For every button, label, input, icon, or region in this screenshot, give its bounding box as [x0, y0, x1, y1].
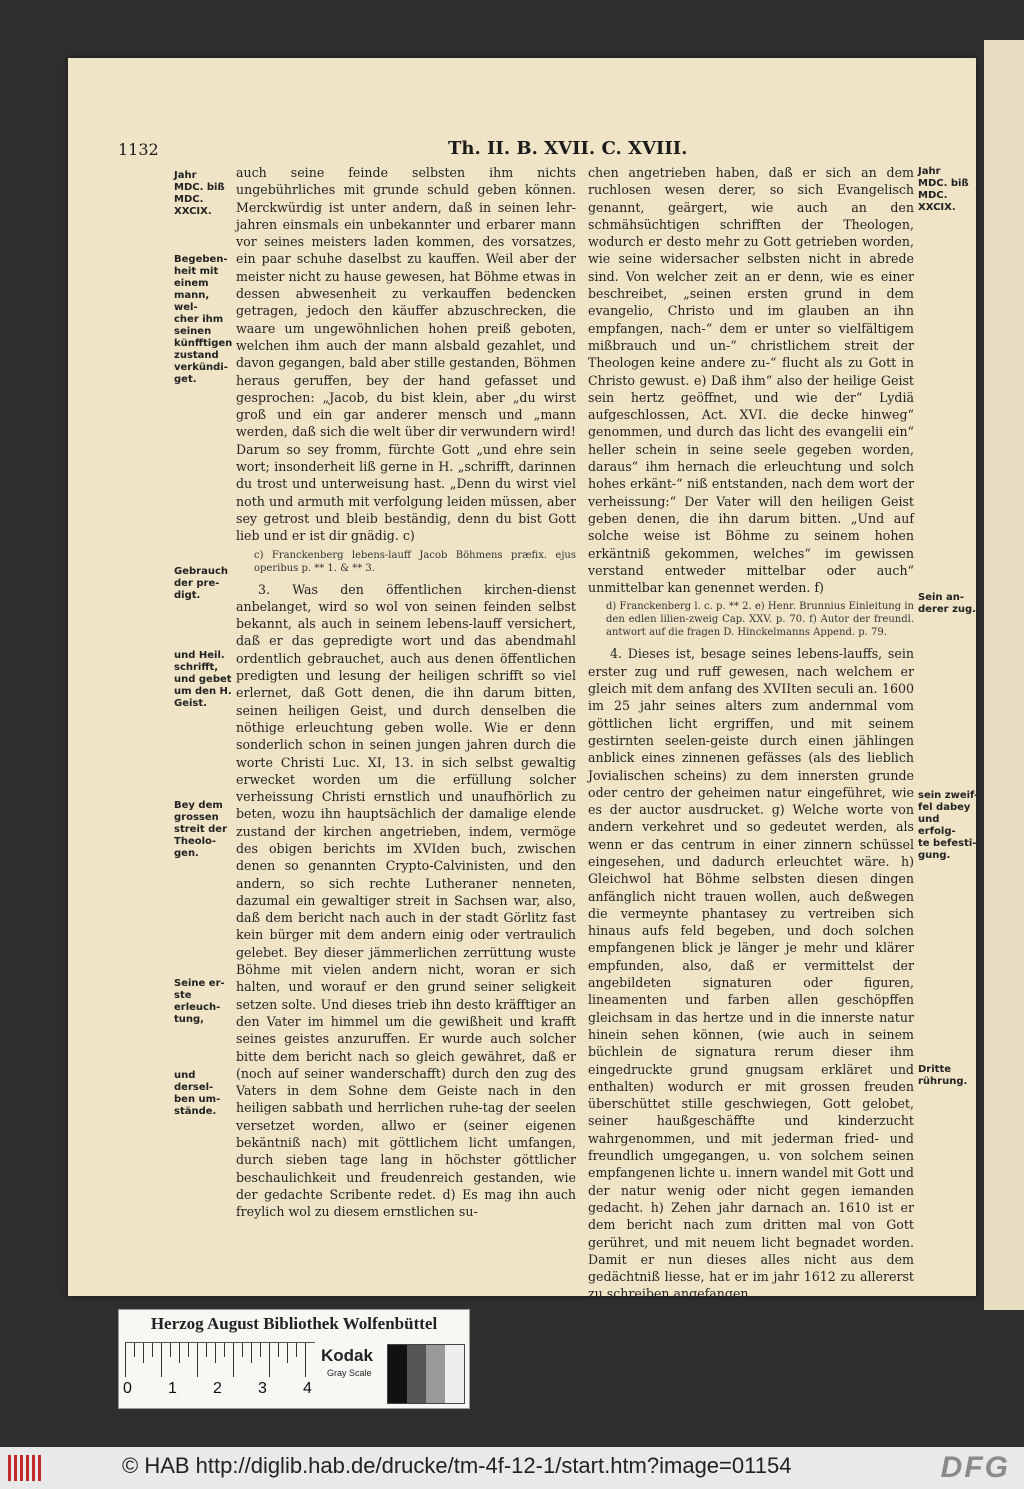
margin-note-streit: Bey dem grossen streit der Theolo- gen.	[174, 800, 228, 859]
margin-note-begebenheit: Begeben- heit mit einem mann, wel- cher ihm seinen künfftigen zustand verkündi- get.	[174, 254, 233, 385]
margin-note-zweiffel: sein zweif- fel dabey und erfolg- te befesti- gung.	[918, 790, 979, 861]
margin-note-heil-schrifft: und Heil. schrifft, und gebet um den H. Geist.	[174, 650, 232, 709]
ruler-number: 1	[168, 1380, 177, 1397]
paragraph-2-continued: chen angetrieben haben, daß er sich an dem ruchlosen wesen derer, so sich Evangelisch genannt, geärgert, wie auch an den schmähsüchtigen schrifften der Theologen, wodurch er desto mehr zu Gott getrieben worden, wie seine widersacher selbsten nicht in abrede sind. Von welcher zeit an er denn, wie es einer beschreibet, „seinen ersten grund in dem evangelio, Christo und im glauben an ihn empfangen, nach-“ dem er unter so vielfältigem mißbrauch und un-“ christlichem streit der Theologen keine andere zu-“ flucht als zu Gott in Christo gewust. e) Daß ihm“ also der heilige Geist sein hertz geöffnet, und wie der“ Lydiä aufgeschlossen, Act. XVI. die decke hinweg“ genommen, und durch das licht des evangelii ein“ heller schein in seine seele gegeben worden, daraus“ ihm hernach die erleuchtung und solch hohes erkänt-“ niß entstanden, nach dem wort der verheissung:“ Der Vater will den heiligen Geist geben denen, die ihn darum bitten. „Und auf solche weise ist Böhme zu seinem hohen erkäntniß gekommen, welches“ im gewissen verstand entweder mittelbar oder auch“ unmittelbar kan genennet werden. f)	[588, 165, 914, 596]
scale-ruler	[125, 1342, 315, 1381]
ruler-number: 4	[303, 1380, 312, 1397]
copyright-url[interactable]: © HAB http://diglib.hab.de/drucke/tm-4f-12-1/start.htm?image=01154	[122, 1453, 792, 1478]
gray-scale-label: Gray Scale	[327, 1368, 372, 1378]
footnote-c: c) Franckenberg lebens-lauff Jacob Böhmens præfix. ejus operibus p. ** 1. & ** 3.	[254, 549, 576, 574]
ruler-numbers	[121, 1380, 321, 1400]
margin-note-erleuchtung: Seine er- ste erleuch- tung,	[174, 978, 225, 1025]
ruler-number: 2	[213, 1380, 222, 1397]
dfg-logo: DFG	[940, 1451, 1010, 1484]
margin-note-gebrauch: Gebrauch der pre- digt.	[174, 566, 228, 601]
margin-note-year-right: Jahr MDC. biß MDC. XXCIX.	[918, 166, 969, 213]
margin-note-dritte-ruehrung: Dritte rührung.	[918, 1064, 968, 1087]
paragraph-2: auch seine feinde selbsten ihm nichts ungebührliches mit grunde schuld geben können. Merckwürdig ist unter andern, daß in seinen lehr-jahren einsmals ein unbekannter und erbarer mann vor seines meisters laden kommen, des vorsatzes, ein paar schuhe daselbst zu kauffen. Weil aber der meister nicht zu hause gewesen, hat Böhme etwas in dessen abwesenheit zu verkauffen bedencken getragen, jedoch den käuffer abzuschrecken, die waare um ungewöhnlichen hohen preiß geboten, welchen ihm auch der mann alsbald gezahlet, und davon gegangen, bald aber stille gestanden, Böhmen heraus geruffen, bey der hand gefasset und gesprochen: „Jacob, du bist klein, aber „du wirst groß und ein gar anderer mensch und „mann werden, daß sich die welt über dir verwundern wird! Darum so sey fromm, fürchte Gott „und ehre sein wort; insonderheit liß gerne in H. „schrifft, darinnen du trost und unterweisung hast. „Denn du wirst viel noth und armuth mit verfolgung leiden müssen, aber sey getrost und bleib beständig, denn du bist Gott lieb und er ist dir gnädig. c)	[236, 165, 576, 544]
paragraph-4: 4. Dieses ist, besage seines lebens-lauffs, sein erster zug und ruff gewesen, nach welchem er gleich mit dem anfang des XVIIten seculi an. 1600 im 25 jahr seines alters zum andernmal vom göttlichen licht ergriffen, und mit seinem gestirnten seelen-geiste durch einen jählingen anblick eines zinnenen gefässes (als des lieblich Jovialischen scheins) zu dem innersten grunde oder centro der geheimen natur eingeführet, wie es der auctor ausdrucket. g) Welche worte von andern verkehret und so gedeutet werden, als wenn er das centrum in einer zinnern schüssel eingesehen, und dadurch erleuchtet wäre. h) Gleichwol hat Böhme selbsten diesen dingen anfänglich nicht trauen wollen, auch deßwegen die vermeynte phantasey zu vertreiben sich hinaus aufs feld begeben, und doch solchen empfangenen blick je länger je mehr und klärer empfunden, also, daß er vermittelst der angebildeten signaturen oder figuren, lineamenten und farben allen geschöpffen gleichsam in das hertze und in die innerste natur hinein sehen können, (wie auch in seinem büchlein de signatura rerum dieser ihm eingedruckte grund gnugsam erkläret und enthalten) wodurch er mit grossen freuden überschüttet stille geschwiegen, Gott gelobet, seiner haußgeschäffte und kinderzucht wahrgenommen, und mit jederman fried- und freundlich umgegangen, u. von solchem seinen empfangenen lichte u. innern wandel mit Gott und der natur wenig oder nicht gegen iemanden gedacht. h) Zehen jahr darnach an. 1610 ist er dem bericht nach zum dritten mal von Gott gerühret, und mit neuem licht begnadet worden. Damit er nun dieses alles nicht aus dem gedächtniß liesse, hat er im jahr 1612 zu allererst zu schreiben angefangen,	[588, 646, 914, 1302]
viewer-footer	[0, 1447, 1024, 1489]
margin-note-umstaende: und dersel- ben um- stände.	[174, 1070, 221, 1117]
page-header	[118, 138, 956, 164]
ruler-number: 0	[123, 1380, 132, 1397]
running-head: Th. II. B. XVII. C. XVIII.	[448, 138, 688, 159]
adjacent-page-edge	[984, 40, 1024, 1310]
footnotes-d-e-f: d) Franckenberg l. c. p. ** 2. e) Henr. Brunnius Einleitung in den edlen lilien-zweig Cap. XXV. p. 70. f) Autor der freundl. antwort auf die fragen D. Hinckelmanns Append. p. 79.	[606, 601, 914, 639]
left-text-column	[236, 164, 576, 1221]
margin-note-anderer-zug: Sein an- derer zug.	[918, 592, 976, 615]
gray-swatches	[387, 1344, 465, 1404]
right-text-column	[588, 164, 914, 1303]
barcode-icon	[8, 1455, 42, 1481]
paragraph-3: 3. Was den öffentlichen kirchen-dienst anbelanget, wird so wol von seinen feinden selbst bekannt, als auch in seinem lebens-lauff versichert, daß er das gepredigte wort und das abendmahl ordentlich gebrauchet, auch aus denen öffentlichen predigten und lesung der heiligen schrifft so viel erlernet, daß Gott denen, die ihn darum bitten, seinen heiligen Geist, und durch denselben die nöthige erleuchtung geben wolle. Wie er denn sonderlich schon in seinen jungen jahren durch die worte Christi Luc. XI, 13. in sich selbst gewaltig erwecket worden um die erfüllung solcher verheissung Christi ernstlich und unaufhörlich zu beten, wozu ihn hauptsächlich der damalige elende zustand der kirchen angetrieben, indem, vermöge des obigen berichts im XVIden buch, zwischen denen so genannten Crypto-Calvinisten, und den andern, so sich rechte Lutheraner nenneten, dazumal ein gewaltiger streit in Sachsen war, also, daß dem bericht nach auch in der stadt Görlitz fast kein bürger mit dem andern einig oder vertraulich gelebet. Bey dieser jämmerlichen zerrüttung wuste Böhme mit vielen andern nicht, woran er sich halten, und worauf er den grund seiner seligkeit setzen solte. Und dieses trieb ihn desto kräfftiger an den Vater im himmel um die gewißheit und krafft seines geistes anzuruffen. Er wurde auch solcher bitte dem bericht nach so gleich gewähret, daß er (noch auf seiner wanderschafft) durch den zug des Vaters in dem Sohne dem Geiste nach in den heiligen sabbath und herrlichen ruhe-tag der seelen versetzet worden, allwo er (seiner eigenen bekäntniß nach) mit göttlichem licht umfangen, durch sieben tage lang in höchster göttlicher beschaulichkeit und freudenreich gestanden, wie der gedachte Scribente redet. d) Es mag ihn auch freylich wol zu diesem ernstlichen su-	[236, 581, 576, 1220]
color-reference-card	[118, 1309, 470, 1409]
page-number: 1132	[118, 140, 159, 159]
kodak-logo: Kodak	[321, 1346, 373, 1365]
library-name: Herzog August Bibliothek Wolfenbüttel	[150, 1314, 438, 1333]
margin-note-year-left: Jahr MDC. biß MDC. XXCIX.	[174, 170, 225, 217]
ruler-number: 3	[258, 1380, 267, 1397]
